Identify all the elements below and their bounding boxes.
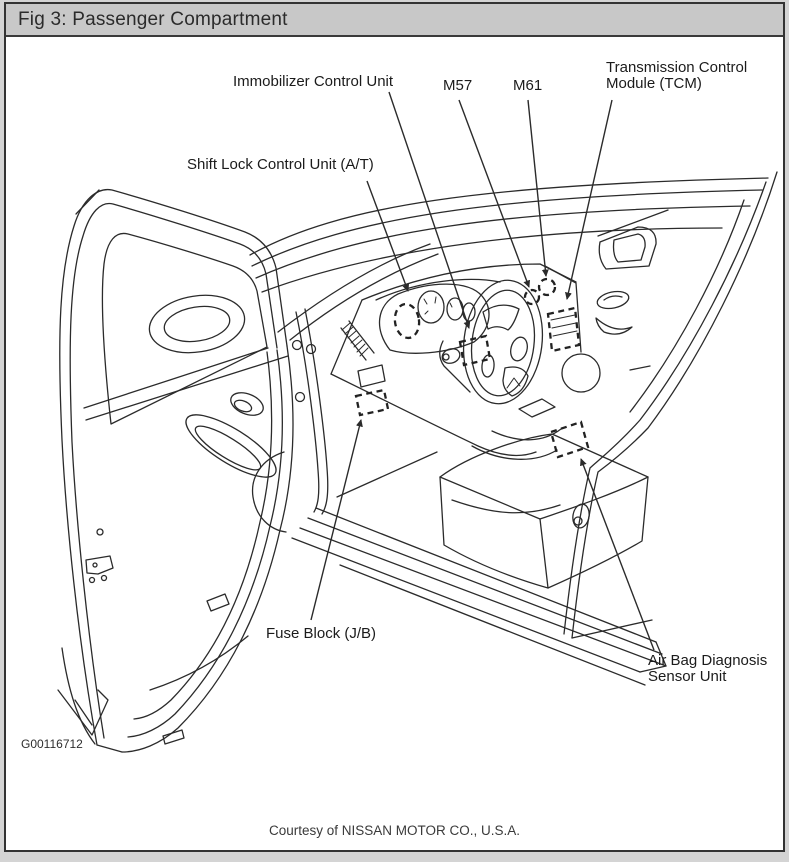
label-fuse-block: Fuse Block (J/B)	[266, 625, 377, 642]
title-bar	[6, 4, 783, 37]
figure-title: Fig 3: Passenger Compartment	[18, 8, 288, 30]
label-transmission-control-module: Transmission Control Module (TCM)	[606, 59, 748, 92]
label-airbag-sensor-unit: Air Bag Diagnosis Sensor Unit	[648, 652, 768, 685]
label-immobilizer-control-unit: Immobilizer Control Unit	[233, 73, 394, 90]
courtesy-note: Courtesy of NISSAN MOTOR CO., U.S.A.	[268, 823, 521, 838]
label-shift-lock-control-unit: Shift Lock Control Unit (A/T)	[187, 156, 374, 173]
label-m57: M57	[443, 77, 473, 94]
figure-code: G00116712	[21, 737, 83, 751]
figure-box	[4, 2, 785, 852]
label-m61: M61	[513, 77, 543, 94]
